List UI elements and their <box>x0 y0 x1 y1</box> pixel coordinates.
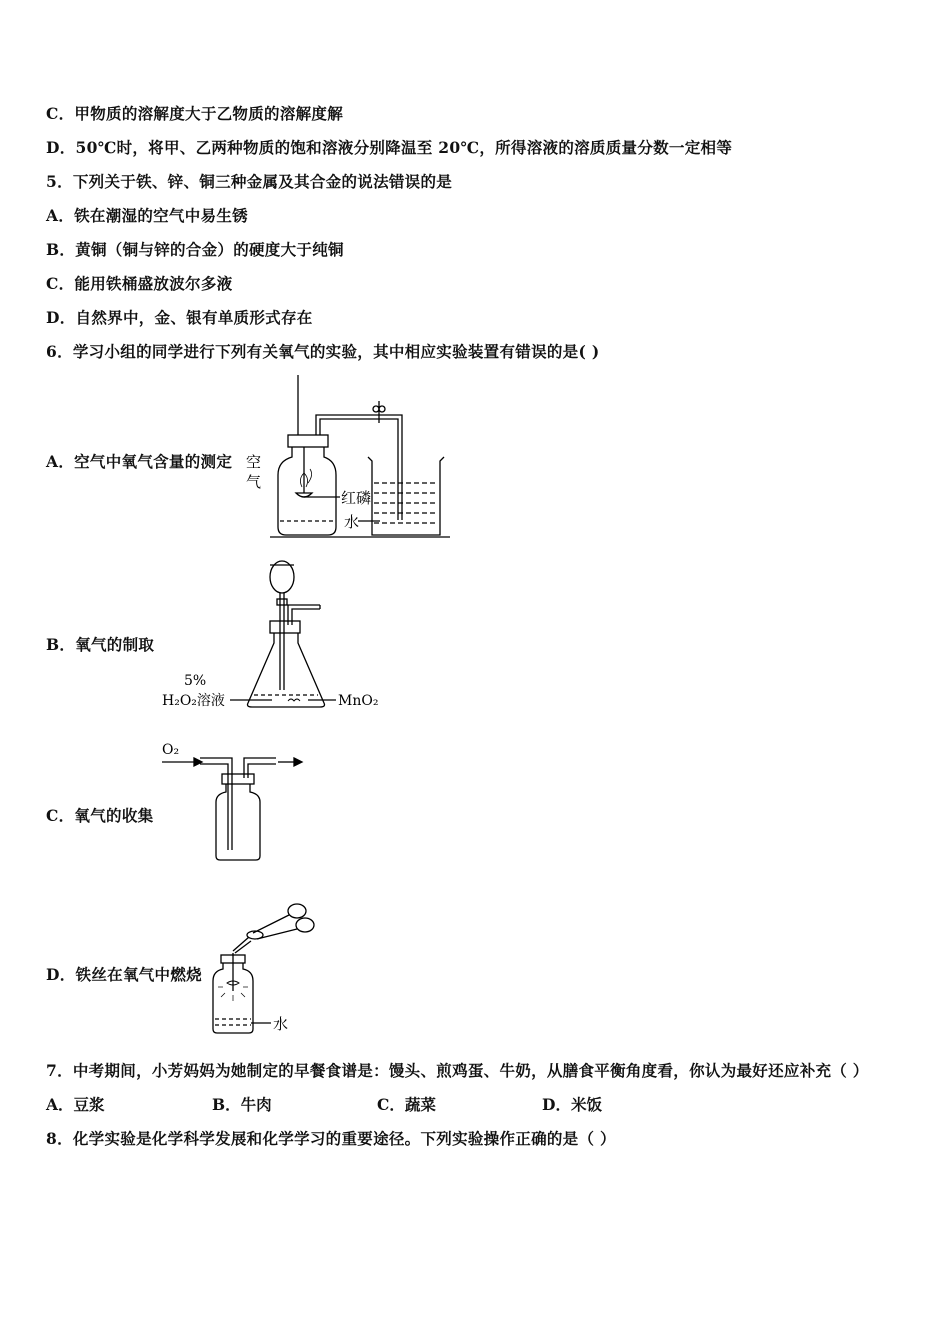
q5-option-c: C．能用铁桶盛放波尔多液 <box>46 274 233 293</box>
q7-choice-a: A．豆浆 <box>46 1095 105 1114</box>
label-h2o2-solution: H₂O₂溶液 <box>162 693 225 709</box>
label-red-phosphorus: 红磷 <box>341 489 372 507</box>
option-c-solubility: C．甲物质的溶解度大于乙物质的溶解度解 <box>46 104 344 123</box>
question-6-stem: 6．学习小组的同学进行下列有关氧气的实验，其中相应实验装置有错误的是( ) <box>46 342 600 361</box>
label-o2: O₂ <box>162 742 180 758</box>
label-air-1: 空 <box>246 453 262 471</box>
q7-choice-c: C．蔬菜 <box>377 1095 436 1114</box>
question-8-stem: 8．化学实验是化学科学发展和化学学习的重要途径。下列实验操作正确的是（ ） <box>46 1129 616 1148</box>
label-5-percent: 5% <box>184 673 207 689</box>
figure-iron-wire-burning <box>205 895 325 1040</box>
question-5-stem: 5．下列关于铁、锌、铜三种金属及其合金的说法错误的是 <box>46 172 453 191</box>
q5-option-a: A．铁在潮湿的空气中易生锈 <box>46 206 248 225</box>
q6-option-c-label: C．氧气的收集 <box>46 806 154 825</box>
label-water-d: 水 <box>273 1015 289 1033</box>
figure-air-oxygen-apparatus <box>240 375 460 545</box>
q6-option-a-label: A．空气中氧气含量的测定 <box>46 452 233 471</box>
q7-choice-b: B．牛肉 <box>212 1095 272 1114</box>
figure-oxygen-collection <box>160 738 320 868</box>
q7-choice-d: D．米饭 <box>542 1095 602 1114</box>
q5-option-d: D．自然界中，金、银有单质形式存在 <box>46 308 313 327</box>
q6-option-b-label: B．氧气的制取 <box>46 635 155 654</box>
question-7-stem: 7．中考期间，小芳妈妈为她制定的早餐食谱是：馒头、煎鸡蛋、牛奶，从膳食平衡角度看，你认为最好还应补充（ ） <box>46 1061 869 1080</box>
option-d-saturated-solution: D．50℃时，将甲、乙两种物质的饱和溶液分别降温至 20℃，所得溶液的溶质质量分数一定相等 <box>46 138 733 157</box>
q6-option-d-label: D．铁丝在氧气中燃烧 <box>46 965 202 984</box>
label-air-2: 气 <box>246 473 262 491</box>
label-mno2: MnO₂ <box>338 693 379 709</box>
q5-option-b: B．黄铜（铜与锌的合金）的硬度大于纯铜 <box>46 240 344 259</box>
figure-oxygen-preparation <box>160 555 390 715</box>
label-water-a: 水 <box>344 513 360 531</box>
